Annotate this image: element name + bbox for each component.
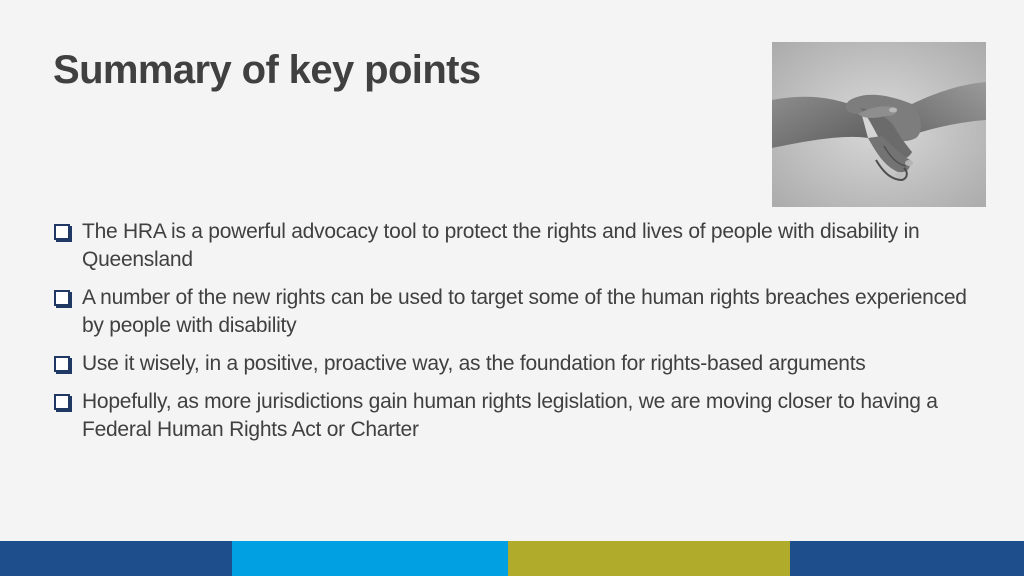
bullet-item — [54, 388, 984, 444]
checkbox-bullet-icon — [54, 356, 70, 372]
bullet-list — [54, 218, 984, 454]
bullet-text: Hopefully, as more jurisdictions gain human rights legislation, we are moving closer to having a Federal Human Rights Act or Charter — [82, 390, 938, 441]
bullet-text: A number of the new rights can be used to target some of the human rights breaches experienced by people with disability — [82, 286, 967, 337]
bullet-item — [54, 284, 984, 340]
handshake-photo — [772, 42, 986, 207]
footer-band-dark-blue-right — [790, 541, 1024, 576]
footer-band-olive — [508, 541, 790, 576]
bullet-text: Use it wisely, in a positive, proactive way, as the foundation for rights-based arguments — [82, 352, 866, 375]
footer-band-cyan — [232, 541, 508, 576]
slide-title: Summary of key points — [53, 48, 481, 92]
checkbox-bullet-icon — [54, 224, 70, 240]
footer-color-bar — [0, 541, 1024, 576]
checkbox-bullet-icon — [54, 394, 70, 410]
bullet-item — [54, 218, 984, 274]
checkbox-bullet-icon — [54, 290, 70, 306]
footer-band-dark-blue-left — [0, 541, 232, 576]
bullet-text: The HRA is a powerful advocacy tool to protect the rights and lives of people with disability in Queensland — [82, 220, 920, 271]
bullet-item — [54, 350, 984, 378]
